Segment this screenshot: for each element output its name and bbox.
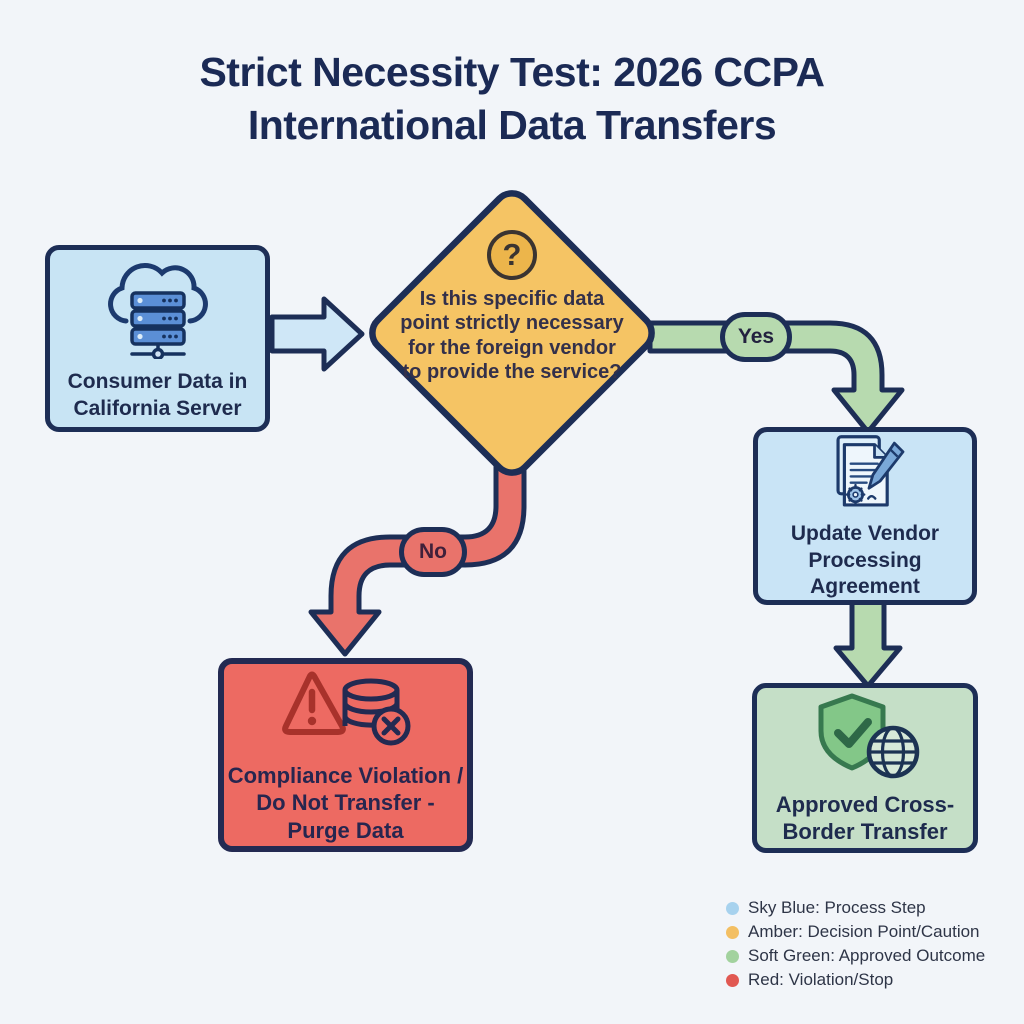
warning-database-icon bbox=[276, 666, 416, 752]
legend-item-approved-outcome: Soft Green: Approved Outcome bbox=[726, 944, 985, 968]
legend-dot-soft-green bbox=[726, 950, 739, 963]
legend-item-decision-point: Amber: Decision Point/Caution bbox=[726, 920, 985, 944]
node-decision-label: Is this specific data point strictly necessary for the foreign vendor to provide the service? bbox=[400, 288, 624, 384]
legend-dot-red bbox=[726, 974, 739, 987]
color-legend bbox=[726, 896, 985, 992]
update-to-approved-arrow bbox=[836, 598, 900, 686]
node-update-vendor-agreement-label: Update Vendor Processing Agreement bbox=[790, 522, 940, 598]
yes-branch-label: Yes bbox=[720, 312, 792, 362]
node-compliance-violation-label: Compliance Violation / Do Not Transfer - Purge Data bbox=[227, 762, 464, 843]
node-approved-transfer-label: Approved Cross-Border Transfer bbox=[775, 791, 955, 844]
shield-check-globe-icon bbox=[804, 691, 926, 781]
node-consumer-data-label: Consumer Data in California Server bbox=[67, 370, 248, 420]
legend-dot-sky-blue bbox=[726, 902, 739, 915]
legend-item-process-step: Sky Blue: Process Step bbox=[726, 896, 985, 920]
document-pen-icon bbox=[809, 432, 921, 511]
node-decision bbox=[392, 230, 632, 448]
no-branch-label: No bbox=[399, 527, 467, 577]
source-to-decision-arrow bbox=[272, 299, 362, 369]
page-title: Strict Necessity Test: 2026 CCPA International Data Transfers bbox=[199, 49, 825, 149]
node-compliance-violation bbox=[218, 658, 473, 852]
node-consumer-data bbox=[45, 245, 270, 432]
legend-dot-amber bbox=[726, 926, 739, 939]
legend-item-violation-stop: Red: Violation/Stop bbox=[726, 968, 985, 992]
cloud-server-icon bbox=[96, 255, 220, 359]
node-update-vendor-agreement bbox=[753, 427, 977, 605]
node-approved-transfer bbox=[752, 683, 978, 853]
question-mark-icon: ? bbox=[487, 230, 537, 280]
